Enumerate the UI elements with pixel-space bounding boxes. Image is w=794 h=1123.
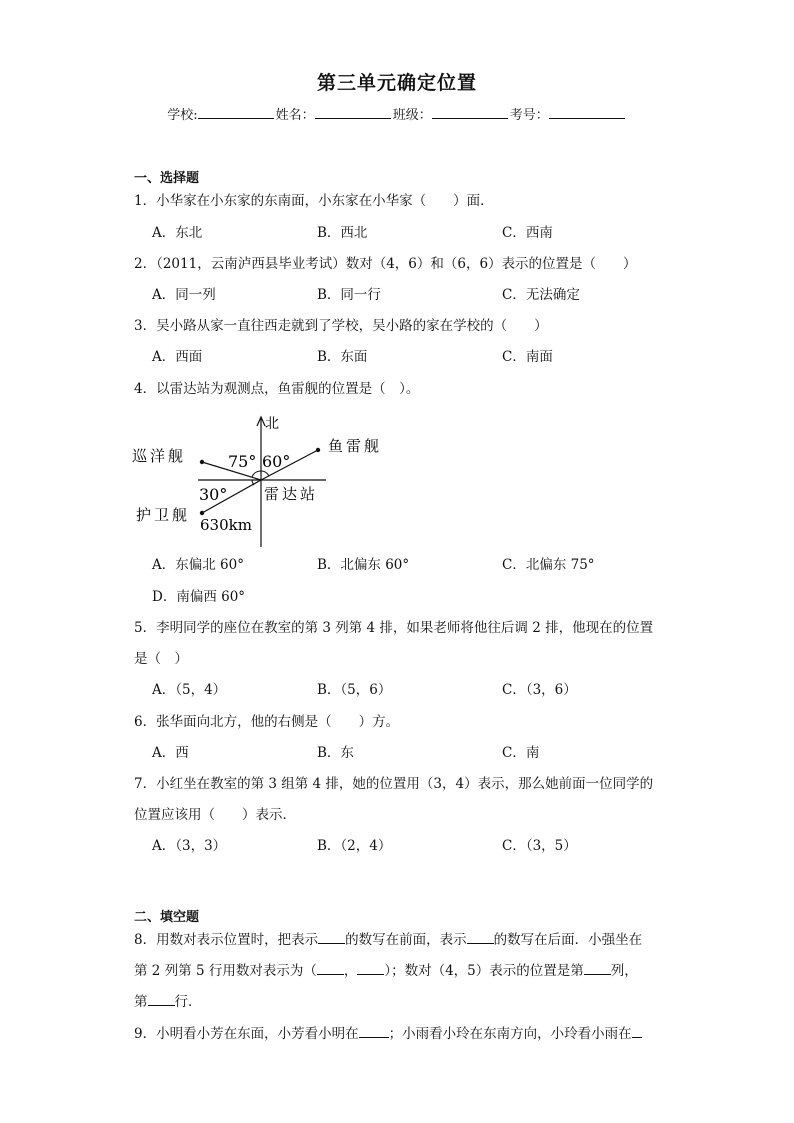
escort-dot [200,511,204,515]
escort-label: 护卫舰 [136,506,191,524]
angle-75-label: 75° [228,452,257,471]
class-label: 班级： [392,108,432,123]
question-7-option-a[interactable]: A．（3，3） [152,838,227,854]
question-7-text-line2: 位置应该用（ ）表示． [134,807,296,823]
angle-arc-right [261,471,269,476]
question-4-option-d[interactable]: D．南偏西 60° [152,589,246,605]
cruiser-label: 巡洋舰 [132,447,187,465]
radar-diagram [128,410,390,552]
section-choice-heading: 一、选择题 [134,171,200,186]
q8-blank-4[interactable] [357,962,384,975]
question-6-option-c[interactable]: C．南 [502,745,540,761]
question-7-option-b[interactable]: B．（2，4） [317,838,392,854]
q8-text-1: 8．用数对表示位置时，把表示 [134,932,319,948]
q9-text-2: ；小雨看小玲在东南方向，小玲看小雨在 [388,1026,632,1042]
question-1-option-a[interactable]: A．东北 [152,225,203,241]
q8-text-3: 的数写在后面．小强坐在 [493,932,643,948]
question-6-text: 6．张华面向北方，他的右侧是（ ）方。 [134,714,400,730]
q8-blank-3[interactable] [317,962,344,975]
question-1-option-c[interactable]: C．西南 [502,225,553,241]
question-2-option-c[interactable]: C．无法确定 [502,287,580,303]
school-label: 学校: [167,108,198,123]
radar-station-label: 雷达站 [264,485,319,503]
question-5-option-a[interactable]: A．（5，4） [152,682,227,698]
question-4-option-a[interactable]: A．东偏北 60° [152,557,244,573]
q9-blank-1[interactable] [359,1025,389,1038]
angle-60-label: 60° [262,452,291,471]
question-5-option-b[interactable]: B．（5，6） [317,682,392,698]
distance-label: 630km [200,516,252,534]
question-2-option-a[interactable]: A．同一列 [152,287,216,303]
q8-text-2: 的数写在前面，表示 [345,932,467,948]
q9-text-1: 9．小明看小芳在东面，小芳看小明在 [134,1026,359,1042]
q8-blank-1[interactable] [318,931,345,944]
question-1-text: 1．小华家在小东家的东南面，小东家在小华家（ ）面． [134,193,494,209]
name-blank[interactable] [315,106,391,119]
question-8-line2 [134,962,638,980]
question-6-option-b[interactable]: B．东 [317,745,354,761]
cruiser-dot [200,460,204,464]
torpedo-ship-label: 鱼雷舰 [328,437,383,455]
exam-number-label: 考号： [509,108,549,123]
torpedo-ship-dot [316,448,320,452]
q8-text-6: ）；数对（4，5）表示的位置是第 [384,963,584,979]
q8-text-9: 行． [174,994,202,1010]
section-fill-heading: 二、填空题 [134,910,200,925]
question-1-option-b[interactable]: B．西北 [317,225,368,241]
question-7-text-line1: 7．小红坐在教室的第 3 组第 4 排，她的位置用（3，4）表示，那么她前面一位同学的 [134,776,654,792]
q8-text-7: 列， [610,963,638,979]
angle-30-label: 30° [199,485,228,504]
q8-text-5: ， [343,963,358,979]
question-6-option-a[interactable]: A．西 [152,745,189,761]
radar-diagram-svg [128,410,390,552]
question-4-option-c[interactable]: C．北偏东 75° [502,557,595,573]
q8-blank-2[interactable] [467,931,494,944]
question-4-option-b[interactable]: B．北偏东 60° [317,557,410,573]
question-5-option-c[interactable]: C．（3，6） [502,682,577,698]
question-4-text: 4．以雷达站为观测点，鱼雷舰的位置是（ ）。 [134,381,420,397]
question-5-text-line1: 5．李明同学的座位在教室的第 3 列第 4 排，如果老师将他往后调 2 排，他现在的位置 [134,620,654,636]
question-9-line1 [134,1025,642,1043]
q8-text-4: 第 2 列第 5 行用数对表示为（ [134,963,317,979]
question-8-line1 [134,931,642,949]
question-7-option-c[interactable]: C．（3，5） [502,838,577,854]
q8-blank-5[interactable] [584,962,611,975]
question-3-option-b[interactable]: B．东面 [317,349,368,365]
q9-blank-2[interactable] [632,1025,642,1038]
angle-arc-left [252,471,261,477]
question-3-option-c[interactable]: C．南面 [502,349,553,365]
question-3-text: 3．吴小路从家一直往西走就到了学校，吴小路的家在学校的（ ） [134,318,548,334]
page-title: 第三单元确定位置 [316,72,477,94]
class-blank[interactable] [432,106,508,119]
north-label: 北 [265,416,279,432]
name-label: 姓名： [275,108,315,123]
student-info-row [0,104,794,123]
exam-number-blank[interactable] [549,106,625,119]
question-2-option-b[interactable]: B．同一行 [317,287,381,303]
question-8-line3 [134,993,202,1011]
school-blank[interactable] [198,106,274,119]
q8-blank-6[interactable] [148,993,175,1006]
question-3-option-a[interactable]: A．西面 [152,349,203,365]
q8-text-8: 第 [134,994,148,1010]
question-5-text-line2: 是（ ） [134,651,188,667]
question-2-text: 2．（2011，云南泸西县毕业考试）数对（4，6）和（6，6）表示的位置是（ ） [134,256,637,272]
